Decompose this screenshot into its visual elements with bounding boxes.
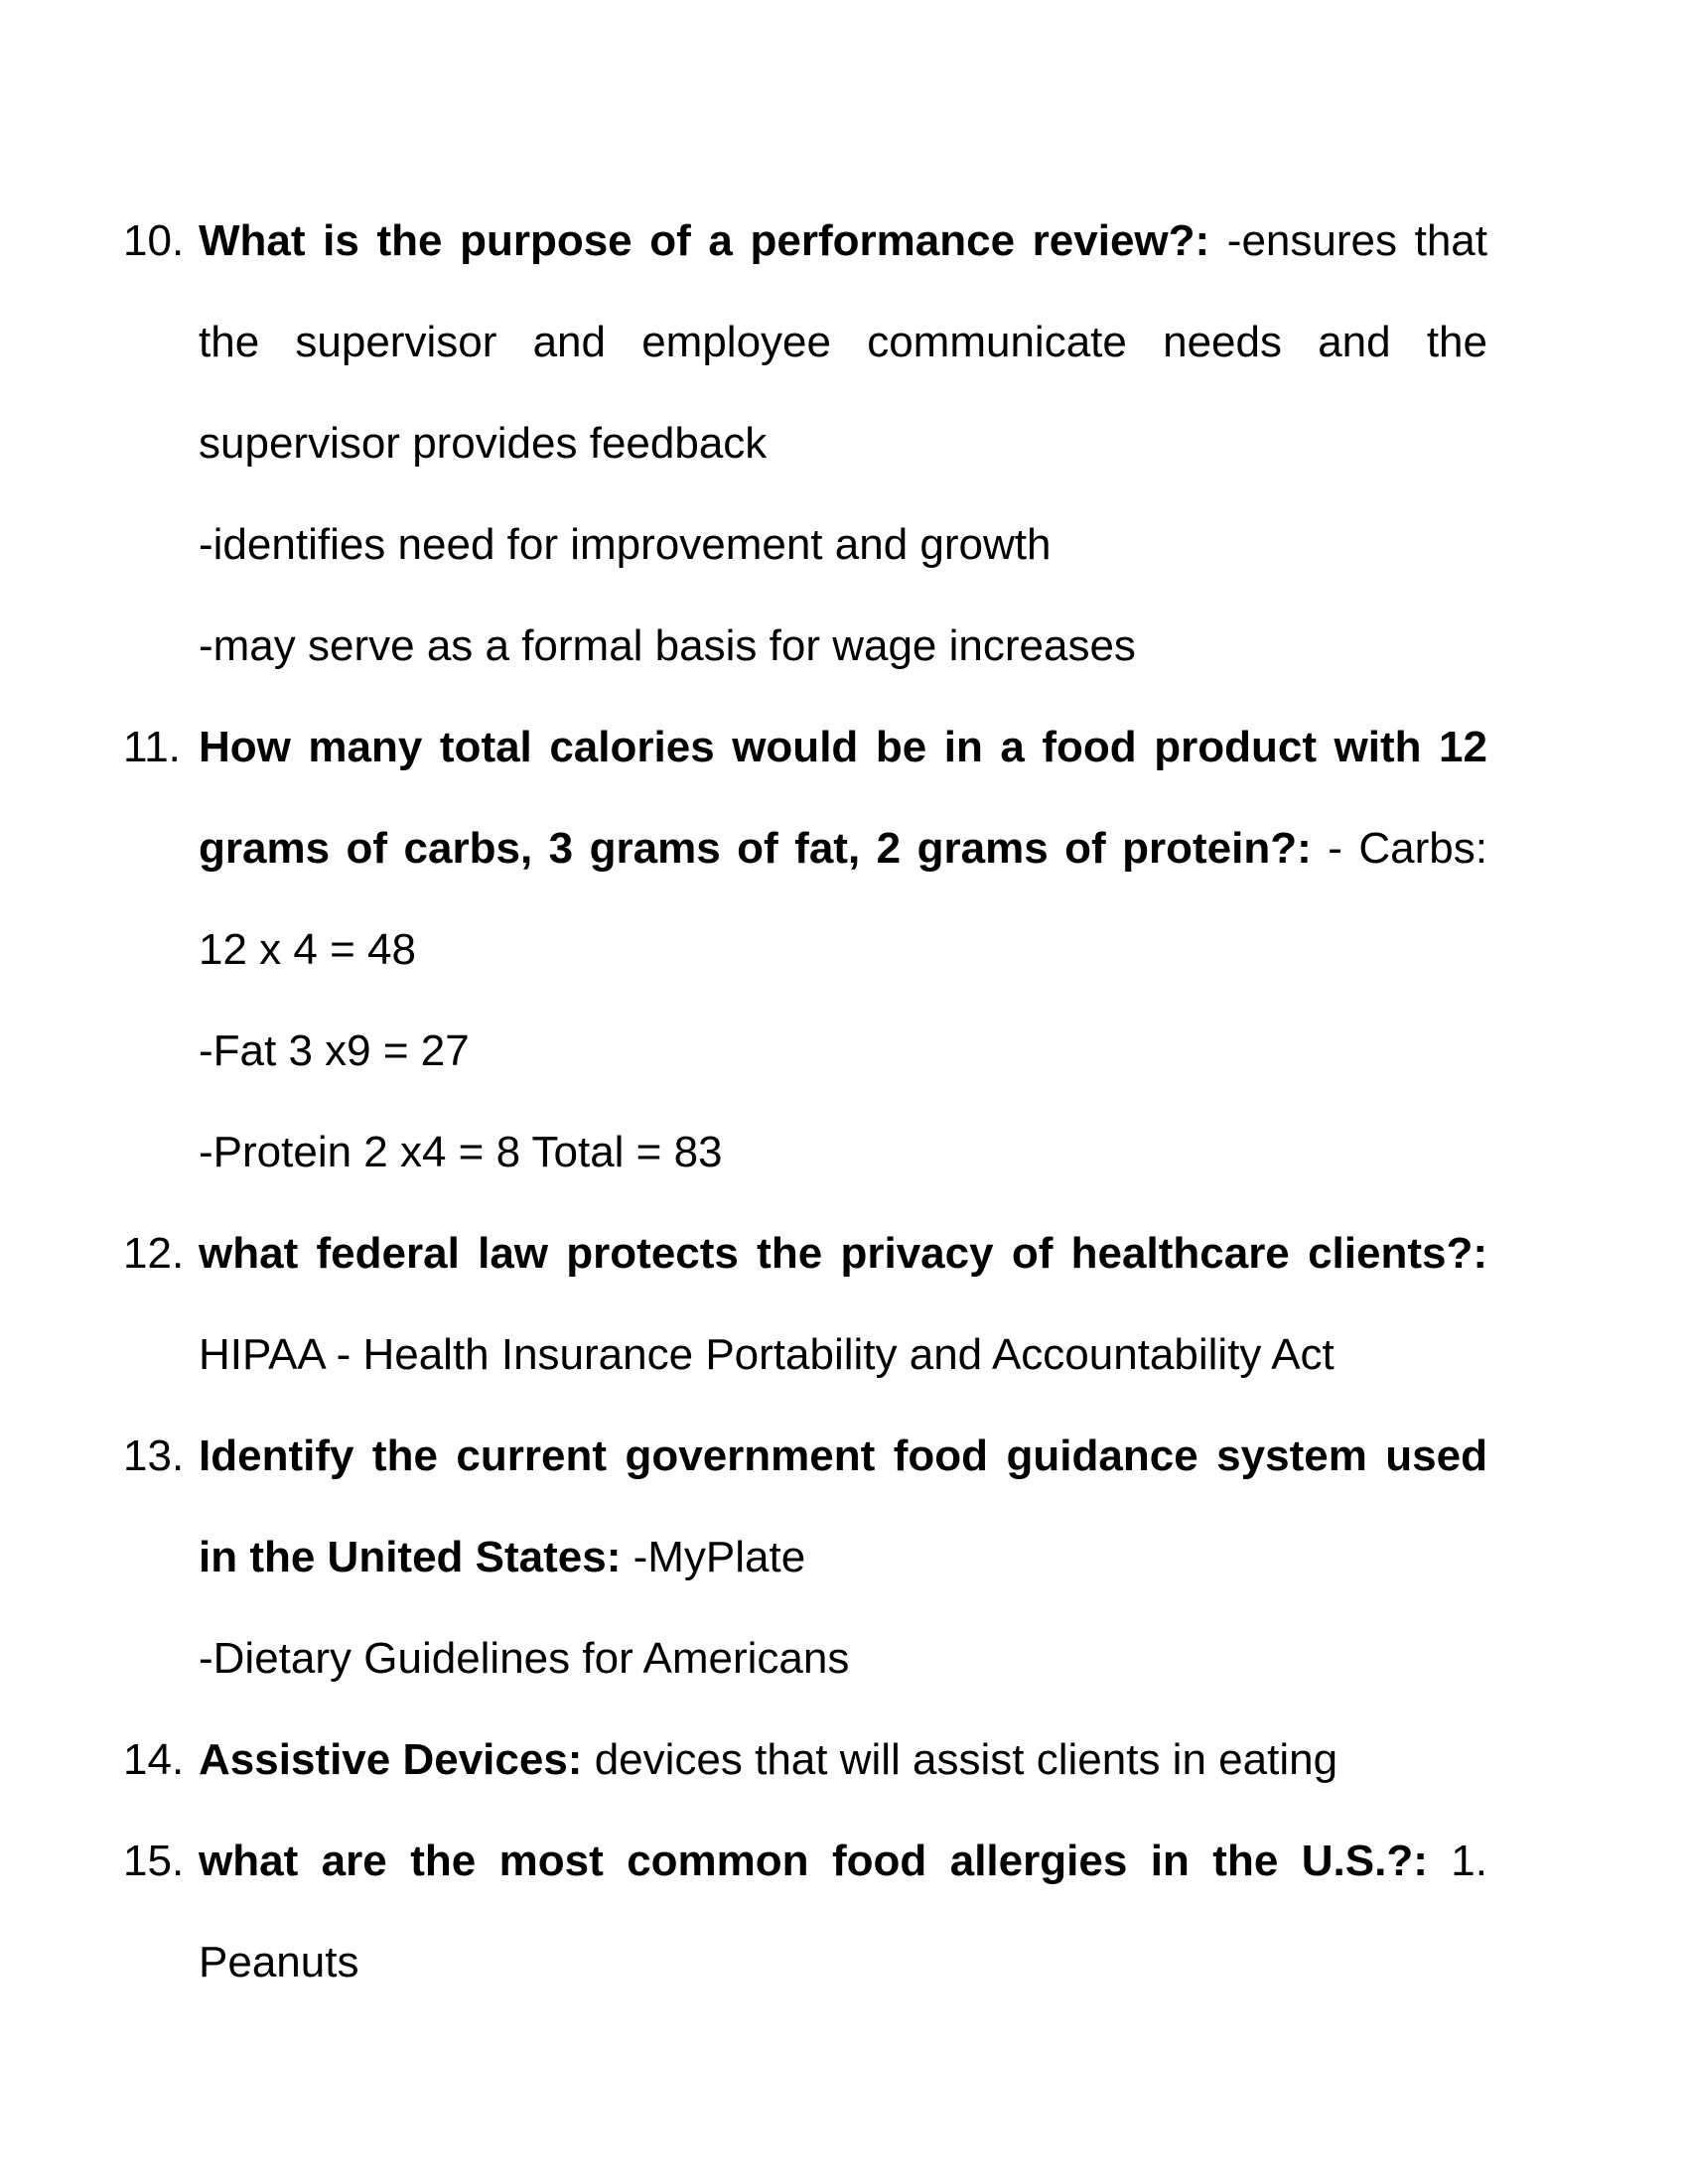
answer-text: 1. Peanuts	[199, 1837, 1488, 1986]
question-text: What is the purpose of a performance review?:	[199, 216, 1210, 265]
question-text: what are the most common food allergies in the U.S.?:	[199, 1837, 1428, 1885]
item-main-paragraph	[199, 1406, 1487, 1608]
answer-line: -Fat 3 x9 = 27	[199, 1026, 470, 1075]
answer-text: devices that will assist clients in eating	[582, 1735, 1338, 1784]
answer-text: -MyPlate	[621, 1533, 806, 1581]
answer-text: HIPAA - Health Insurance Portability and Accountability Act	[199, 1330, 1335, 1379]
question-text: what federal law protects the privacy of healthcare clients?:	[199, 1229, 1487, 1278]
answer-line: -Protein 2 x4 = 8 Total = 83	[199, 1128, 723, 1176]
item-main-paragraph	[199, 1203, 1487, 1406]
item-number: 13.	[123, 1432, 185, 1480]
item-main-paragraph	[199, 191, 1487, 494]
qa-item-14	[123, 1709, 1487, 1811]
item-body	[199, 1203, 1487, 1406]
question-text: Assistive Devices:	[199, 1735, 583, 1784]
answer-line: -identifies need for improvement and growth	[199, 520, 1052, 569]
item-body	[199, 697, 1487, 1203]
item-main-paragraph	[199, 1709, 1487, 1811]
qa-item-15	[123, 1811, 1487, 2013]
question-text: Identify the current government food guidance system used in the United States:	[199, 1432, 1487, 1581]
item-number: 12.	[123, 1229, 185, 1278]
item-body	[199, 1811, 1487, 2013]
answer-text: - Carbs: 12 x 4 = 48	[199, 824, 1487, 974]
qa-item-10	[123, 191, 1487, 697]
qa-item-11	[123, 697, 1487, 1203]
item-main-paragraph	[199, 1811, 1487, 2013]
item-body	[199, 1709, 1487, 1811]
answer-line: -may serve as a formal basis for wage increases	[199, 621, 1136, 670]
item-main-paragraph	[199, 697, 1487, 1001]
question-text: How many total calories would be in a food product with 12 grams of carbs, 3 grams of fat, 2 grams of protein?:	[199, 723, 1487, 873]
item-number: 14.	[123, 1735, 185, 1784]
qa-item-13	[123, 1406, 1487, 1709]
item-number: 15.	[123, 1837, 185, 1885]
answer-text: -ensures that the supervisor and employee communicate needs and the supervisor provides feedback	[199, 216, 1488, 468]
answer-line: -Dietary Guidelines for Americans	[199, 1634, 850, 1683]
qa-list	[123, 191, 1487, 2013]
qa-item-12	[123, 1203, 1487, 1406]
item-body	[199, 1406, 1487, 1709]
item-number: 10.	[123, 216, 185, 265]
item-body	[199, 191, 1487, 697]
item-number: 11.	[123, 723, 181, 771]
